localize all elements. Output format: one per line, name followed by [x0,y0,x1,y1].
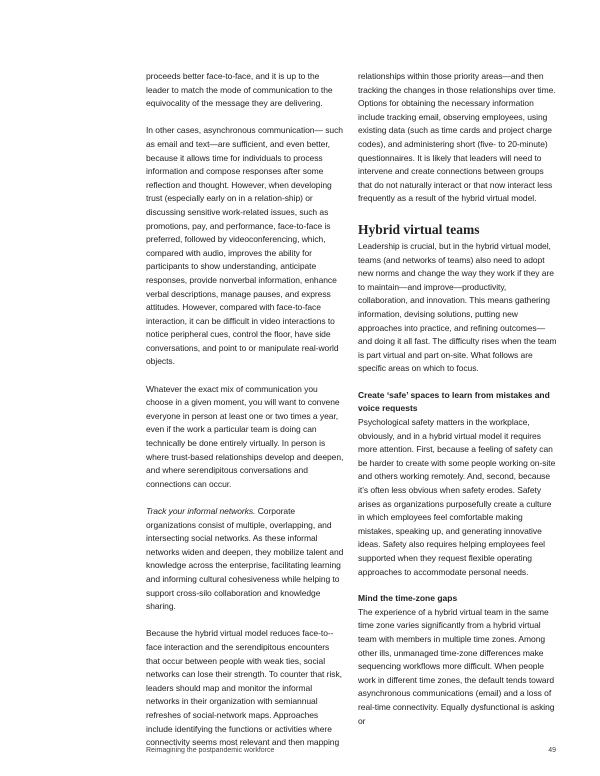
page-number: 49 [548,747,556,754]
inline-italic-lead: Track your informal networks. [146,506,256,516]
subsection-heading: Create ‘safe’ spaces to learn from mistakes and voice requests [358,389,550,414]
subsection-heading: Mind the time-zone gaps [358,593,458,604]
body-paragraph: Whatever the exact mix of communication you choose in a given moment, you will want to convene everyone in person at least one or two times a year, even if the work a particular team is doing can technically be done entirely virtually. In person is where trust-based relationships develop and deepen, and where serendipitous conversations and connections can occur. [146,383,344,489]
body-paragraph: The experience of a hybrid virtual team in the same time zone varies significantly from a hybrid virtual team with members in multiple time zones. Among other ills, unmanaged time-zone differences make sequencing workflows more difficult. When people work in different time zones, the default tends toward asynchronous communications (email) and a loss of real-time connectivity. Equally dysfunctional is asking or [358,606,555,726]
section-heading: Hybrid virtual teams [358,221,480,237]
body-paragraph: In other cases, asynchronous communication— such as email and text—are sufficient, and even better, because it allows time for individuals to process information and compose responses after some reflection and thought. However, when developing trust (especially early on in a relation-ship) or discussing sensitive work-related issues, such as promotions, pay, and performance, face-to-face is preferred, followed by videoconferencing, which, compared with audio, improves the ability for participants to show understanding, anticipate responses, provide nonverbal information, enhance verbal descriptions, manage pauses, and express attitudes. However, compared with face-to-face interaction, it can be difficult in video interactions to notice peripheral cues, control the floor, have side conversations, and point to or manipulate real-world objects. [146,125,343,367]
body-paragraph: Leadership is crucial, but in the hybrid virtual model, teams (and networks of teams) also need to adopt new norms and change the way they work if they are to maintain—and improve—productivity, collaboration, and innovation. This means gathering information, devising solutions, putting new approaches into practice, and refining outcomes— and doing it all fast. The difficulty rises when the team is part virtual and part on-site. What follows are specific areas on which to focus. [358,240,557,374]
footer-title: Reimagining the postpandemic workforce [146,747,275,754]
right-column [358,70,558,728]
paragraph-text: Corporate organizations consist of multiple, overlapping, and intersecting social networks. As these informal networks widen and deepen, they mobilize talent and knowledge across the enterprise, facilitating learning and informing cultural cohesiveness while helping to support cross-silo collaboration and knowledge sharing. [146,506,344,612]
body-paragraph: proceeds better face-to-face, and it is up to the leader to match the mode of communication to the equivocality of the message they are delivering. [146,71,333,109]
body-paragraph: Psychological safety matters in the workplace, obviously, and in a hybrid virtual model it requires more attention. First, because a feeling of safety can be harder to create with some people working on-site and others working remotely. And, second, because it’s often less obvious when safety erodes. Safety arises as organizations purposefully create a culture in which employees feel comfortable making mistakes, speaking up, and generating innovative ideas. Safety also requires helping employees feel supported when they request flexible operating approaches to accommodate personal needs. [358,417,556,577]
body-paragraph [146,505,344,614]
body-paragraph: relationships within those priority areas—and then tracking the changes in those relationships over time. Options for obtaining the necessary information include tracking email, observing employees, using existing data (such as time cards and project charge codes), and administering short (five- to 20-minute) questionnaires. It is likely that leaders will need to intervene and create connections between groups that do not naturally interact or that now interact less frequently as a result of the hybrid virtual model. [358,71,556,204]
body-paragraph: Because the hybrid virtual model reduces face-to-face interaction and the serendipitous encounters that occur between people with weak ties, social networks can lose their strength. To counter that risk, leaders should map and monitor the informal networks in their organization with semiannual refreshes of social-network maps. Approaches include identifying the functions or activities where connectivity seems most relevant and then mapping [146,628,342,748]
left-column [146,70,344,750]
